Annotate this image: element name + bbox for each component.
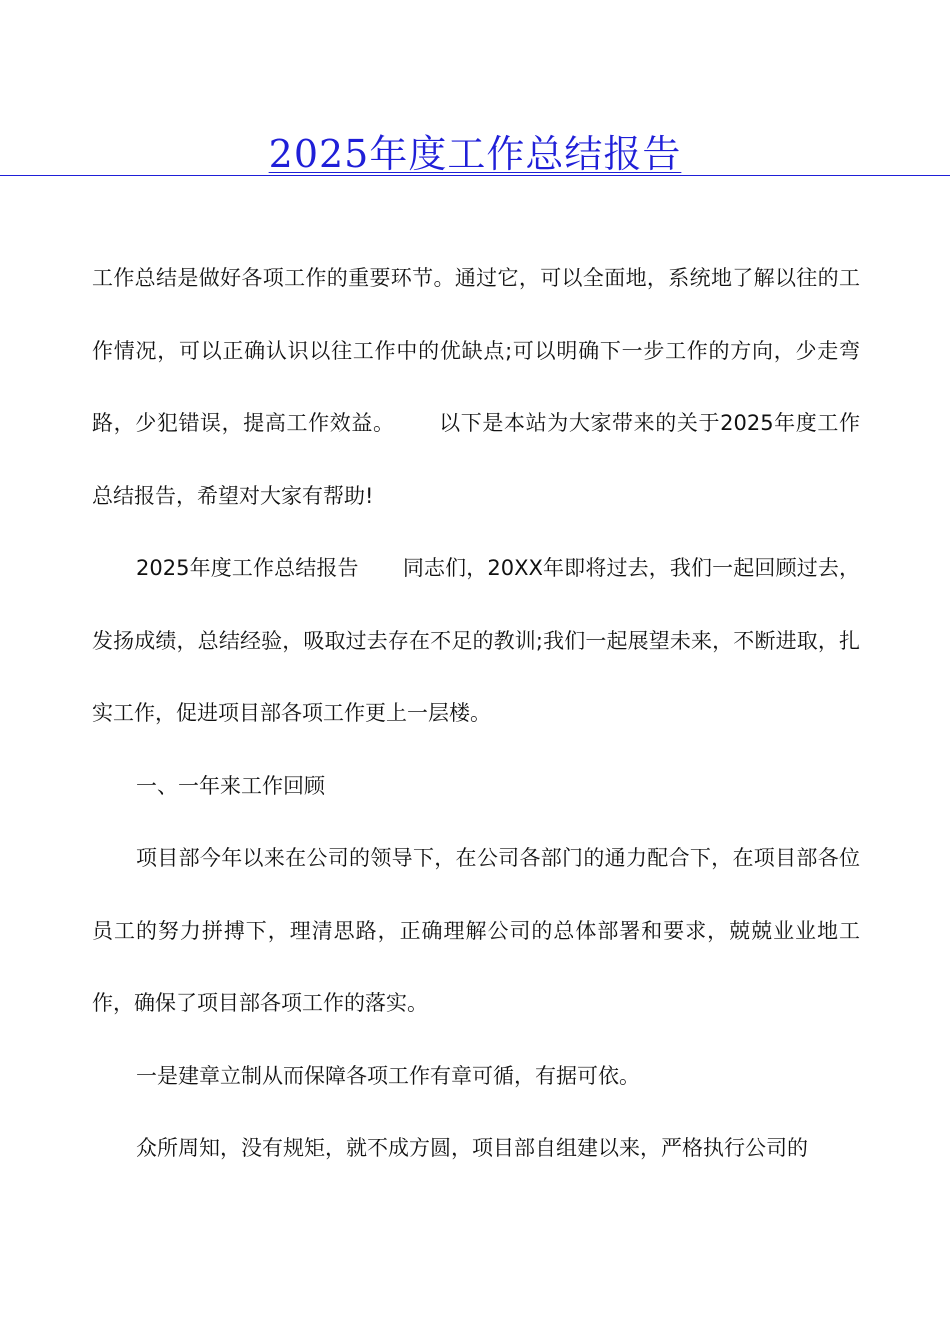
paragraph-report-opening (92, 532, 860, 750)
document-body (92, 242, 860, 1185)
report-opening-text: 同志们，20XX年即将过去，我们一起回顾过去，发扬成绩，总结经验，吸取过去存在不足的教训;我们一起展望未来，不断进取，扎实工作，促进项目部各项工作更上一层楼。 (92, 556, 860, 725)
report-heading-inline: 2025年度工作总结报告 (136, 556, 359, 580)
review-summary-text: 项目部今年以来在公司的领导下，在公司各部门的通力配合下，在项目部各位员工的努力拼搏下，理清思路，正确理解公司的总体部署和要求，兢兢业业地工作，确保了项目部各项工作的落实。 (92, 846, 860, 1015)
rules-text: 众所周知，没有规矩，就不成方圆，项目部自组建以来，严格执行公司的 (136, 1136, 808, 1160)
paragraph-rules (92, 1112, 860, 1185)
title-link[interactable]: 2025年度工作总结报告 (0, 132, 950, 176)
intro-text-continued: 以下是本站为大家带来的关于2025年度工作总结报告，希望对大家有帮助! (92, 411, 860, 508)
paragraph-intro (92, 242, 860, 532)
paragraph-point-one (92, 1040, 860, 1113)
section-heading-review (92, 750, 860, 823)
document-title (0, 126, 950, 176)
point-one-text: 一是建章立制从而保障各项工作有章可循，有据可依。 (136, 1063, 640, 1088)
section-heading-text: 一、一年来工作回顾 (136, 773, 325, 798)
paragraph-review-summary (92, 822, 860, 1040)
intro-text: 工作总结是做好各项工作的重要环节。通过它，可以全面地，系统地了解以往的工作情况，可以正确认识以往工作中的优缺点;可以明确下一步工作的方向，少走弯路，少犯错误，提高工作效益。 (92, 266, 860, 435)
